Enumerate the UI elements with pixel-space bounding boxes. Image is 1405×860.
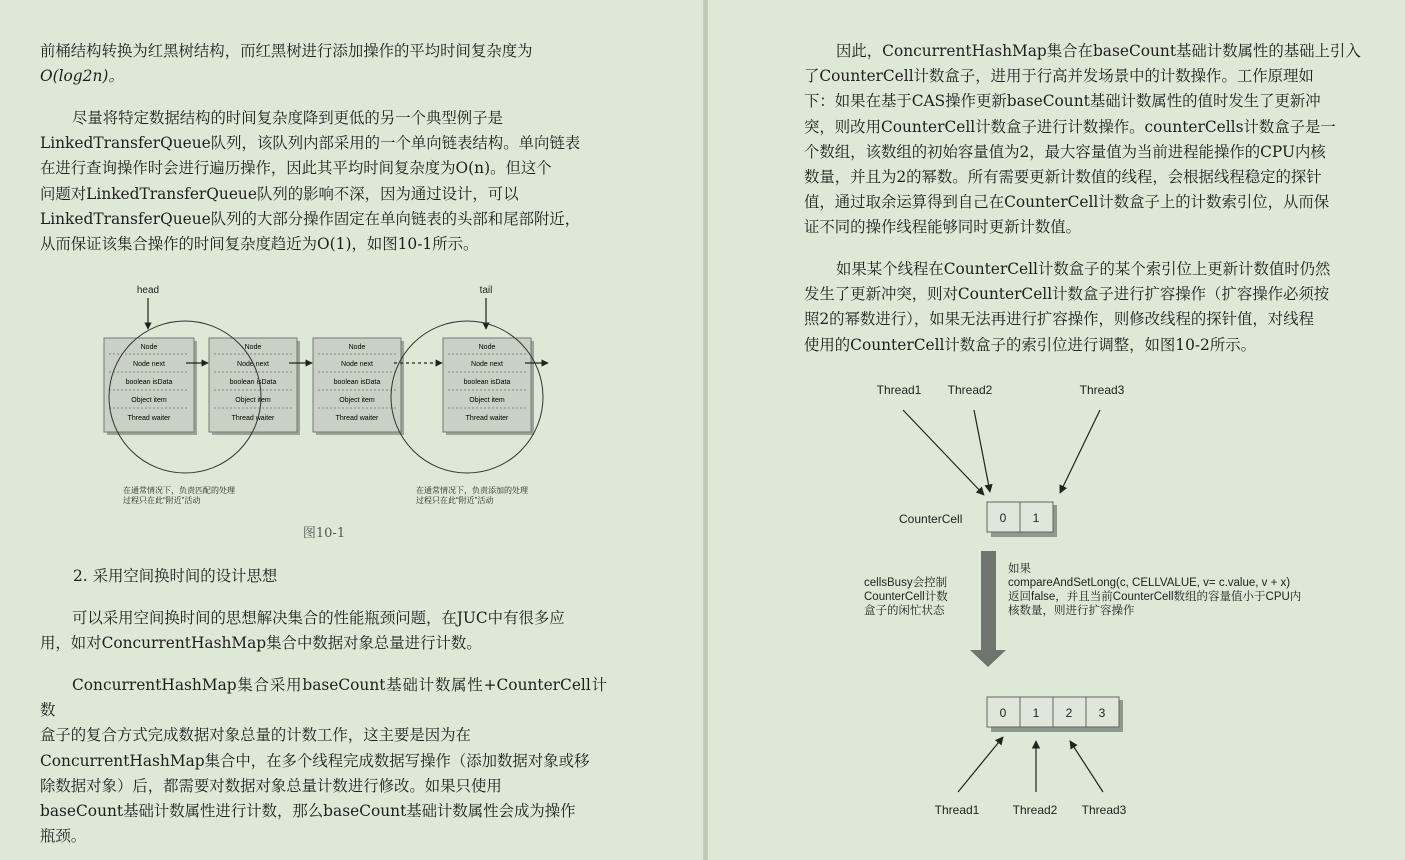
node-field: Thread waiter — [335, 415, 379, 422]
paragraph-basecount — [40, 673, 607, 849]
thread-label-bottom: Thread1 — [934, 803, 980, 817]
text-line: 个数组，该数组的初始容量值为2，最大容量值为当前进程能操作的CPU内核 — [804, 142, 1326, 161]
node-field: Node next — [341, 361, 373, 368]
thread-label-top: Thread3 — [1079, 383, 1125, 397]
thread-label-top: Thread1 — [876, 383, 922, 397]
text-line: 从而保证该集合操作的时间复杂度趋近为O(1)，如图10-1所示。 — [40, 235, 479, 254]
section-title: 2. 采用空间换时间的设计思想 — [73, 567, 278, 585]
node-field: Node next — [133, 361, 165, 368]
text-line: 可以采用空间换时间的思想解决集合的性能瓶颈问题，在JUC中有很多应 — [72, 609, 565, 627]
node-field: Node next — [471, 361, 503, 368]
text-line: 在进行查询操作时会进行遍历操作，因此其平均时间复杂度为O(n)。但这个 — [40, 159, 552, 178]
text-line: 如果某个线程在CounterCell计数盒子的某个索引位上更新计数值时仍然 — [836, 260, 1331, 278]
expand-arrow — [970, 551, 1006, 667]
text-line: 问题对LinkedTransferQueue队列的影响不深，因为通过设计，可以 — [40, 184, 519, 203]
node-field: Thread waiter — [231, 415, 275, 422]
text-line: 数量，并且为2的幂数。所有需要更新计数值的线程，会根据线程稳定的探针 — [804, 168, 1322, 187]
text-line: 照2的幂数进行），如果无法再进行扩容操作，则修改线程的探针值，对线程 — [804, 310, 1314, 329]
node-box-4 — [443, 338, 534, 435]
node-box-3 — [313, 338, 404, 435]
node-box-2 — [209, 338, 300, 435]
text-line: 前桶结构转换为红黑树结构，而红黑树进行添加操作的平均时间复杂度为 — [40, 42, 533, 60]
node-field: boolean isData — [333, 379, 381, 386]
right-page — [708, 0, 1405, 860]
node-field: Node — [348, 344, 366, 351]
text-line: 发生了更新冲突，则对CounterCell计数盒子进行扩容操作（扩容操作必须按 — [804, 285, 1330, 304]
figure-10-1 — [90, 280, 560, 515]
node-field: Thread waiter — [465, 415, 509, 422]
countercell-label: CounterCell — [899, 512, 963, 526]
node-field: Object item — [339, 397, 375, 404]
paragraph-countercell-intro — [804, 39, 1371, 241]
node-field: Node next — [237, 361, 269, 368]
cellsbusy-note: cellsBusy会控制 CounterCell计数 盒子的闲忙状态 — [864, 577, 948, 617]
text-line: 尽量将特定数据结构的时间复杂度降到更低的另一个典型例子是 — [72, 109, 503, 127]
text-line: 因此，ConcurrentHashMap集合在baseCount基础计数属性的基础上引入 — [836, 42, 1361, 60]
paragraph-space-for-time — [40, 606, 607, 656]
paragraph-rbtree — [40, 39, 607, 89]
cells-before — [987, 502, 1057, 537]
node-field: Node — [244, 344, 262, 351]
text-line: 瓶颈。 — [40, 827, 87, 846]
text-line: 使用的CounterCell计数盒子的索引位进行调整，如图10-2所示。 — [804, 335, 1257, 354]
thread-label-bottom: Thread2 — [1012, 803, 1058, 817]
text-line: ConcurrentHashMap集合中，在多个线程完成数据写操作（添加数据对象或移 — [40, 751, 590, 770]
annotation-right: 在通常情况下，负责添加的处理 过程只在此“附近”活动 — [416, 486, 528, 505]
figure-10-2 — [858, 375, 1328, 825]
node-field: boolean isData — [463, 379, 511, 386]
figure-caption: 图10-1 — [302, 526, 346, 541]
text-line: LinkedTransferQueue队列，该队列内部采用的一个单向链表结构。单向链表 — [40, 134, 581, 153]
text-line: O(log2n)。 — [40, 67, 124, 86]
node-field: Node — [140, 344, 158, 351]
text-line: baseCount基础计数属性进行计数，那么baseCount基础计数属性会成为操作 — [40, 802, 576, 821]
head-label: head — [136, 285, 160, 296]
cell-index: 1 — [1032, 706, 1040, 720]
node-field: boolean isData — [229, 379, 277, 386]
text-line: 证不同的操作线程能够同时更新计数值。 — [804, 218, 1082, 237]
text-line: 了CounterCell计数盒子，进用于行高并发场景中的计数操作。工作原理如 — [804, 67, 1314, 86]
text-line: 值，通过取余运算得到自己在CounterCell计数盒子上的计数索引位，从而保 — [804, 193, 1330, 212]
cell-index: 0 — [999, 511, 1007, 525]
thread-label-bottom: Thread3 — [1081, 803, 1127, 817]
expand-condition-note: 如果 compareAndSetLong(c, CELLVALUE, v= c.value, v + x) 返回false，并且当前CounterCell数组的容量值小于CPU内 核数量，则进行扩容操作 — [1008, 563, 1302, 617]
node-box-1 — [104, 338, 197, 435]
text-line: LinkedTransferQueue队列的大部分操作固定在单向链表的头部和尾部附近， — [40, 209, 581, 228]
cells-after — [987, 697, 1123, 732]
node-field: Node — [478, 344, 496, 351]
tail-label: tail — [479, 285, 493, 296]
annotation-left: 在通常情况下，负责匹配的处理 过程只在此“附近”活动 — [123, 486, 235, 505]
text-line: 用，如对ConcurrentHashMap集合中数据对象总量进行计数。 — [40, 634, 482, 653]
cell-index: 0 — [999, 706, 1007, 720]
node-field: Object item — [131, 397, 167, 404]
node-field: Object item — [469, 397, 505, 404]
paragraph-countercell-resize — [804, 257, 1371, 358]
node-field: Thread waiter — [127, 415, 171, 422]
node-field: Object item — [235, 397, 271, 404]
cell-index: 1 — [1032, 511, 1040, 525]
text-line: ConcurrentHashMap集合采用baseCount基础计数属性+CounterCell计数 — [40, 676, 607, 720]
text-line: 下：如果在基于CAS操作更新baseCount基础计数属性的值时发生了更新冲 — [804, 92, 1321, 111]
cell-index: 3 — [1098, 706, 1106, 720]
cell-index: 2 — [1065, 706, 1073, 720]
node-field: boolean isData — [125, 379, 173, 386]
thread-label-top: Thread2 — [947, 383, 993, 397]
text-line: 除数据对象）后，都需要对数据对象总量计数进行修改。如果只使用 — [40, 776, 502, 795]
paragraph-linkedtransferqueue — [40, 106, 607, 257]
text-line: 突，则改用CounterCell计数盒子进行计数操作。counterCells计数盒子是一 — [804, 117, 1336, 136]
text-line: 盒子的复合方式完成数据对象总量的计数工作，这主要是因为在 — [40, 726, 471, 745]
